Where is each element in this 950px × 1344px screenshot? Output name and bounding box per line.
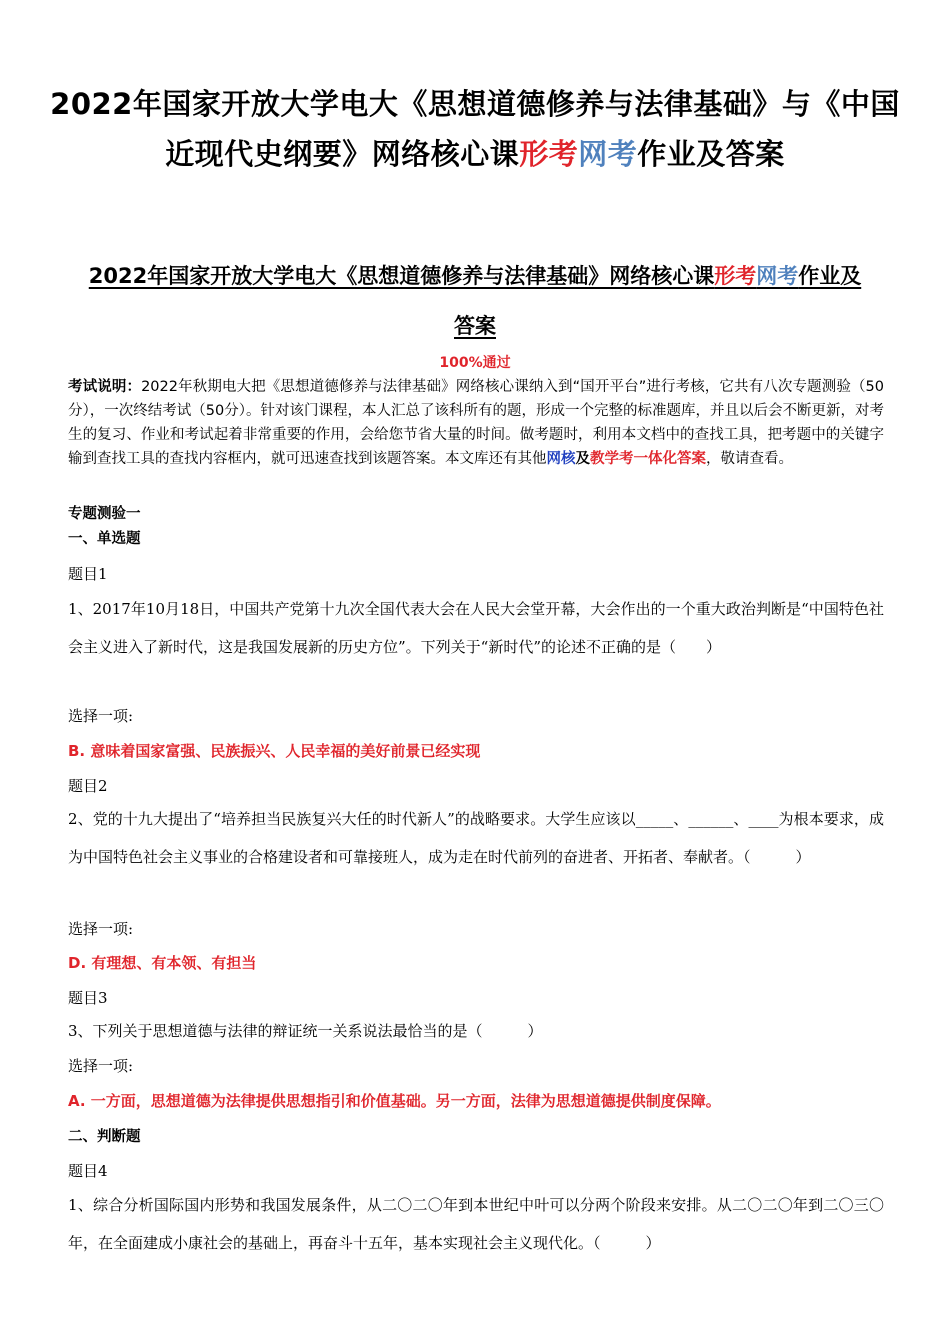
subtitle-text: 2022年国家开放大学电大《思想道德修养与法律基础》网络核心课 [88,264,715,288]
subtitle-line2: 答案 [454,314,496,338]
choose-label-3: 选择一项: [68,1057,134,1075]
question-text-3: 3、下列关于思想道德与法律的辩证统一关系说法最恰当的是（ ） [68,1022,543,1040]
document-title-line2 [40,132,910,176]
part-heading-single-choice: 一、单选题 [68,531,141,547]
question-label-2: 题目2 [68,777,108,795]
question-label-3: 题目3 [68,989,108,1007]
document-title-line1: 2022年国家开放大学电大《思想道德修养与法律基础》与《中国 [50,87,900,121]
subtitle-text-end: 作业及 [798,264,862,288]
title-red-text: 形考 [519,137,579,171]
choose-label-2: 选择一项: [68,920,134,938]
section-heading: 专题测验一 [68,506,141,522]
link-wanghe[interactable]: 网核 [546,451,576,467]
question-label-4: 题目4 [68,1162,108,1180]
question-text-4: 1、综合分析国际国内形势和我国发展条件，从二〇二〇年到本世纪中叶可以分两个阶段来安排。从二〇二〇年到二〇三〇年，在全面建成小康社会的基础上，再奋斗十五年，基本实现社会主义现代化。（ ） [68,1196,884,1252]
part-heading-true-false: 二、判断题 [68,1129,141,1145]
subtitle-line1 [40,260,910,292]
answer-2: D. 有理想、有本领、有担当 [68,954,257,972]
pass-note: 100%通过 [439,355,511,371]
answer-3: A. 一方面，思想道德为法律提供思想指引和价值基础。另一方面，法律为思想道德提供制度保障。 [68,1092,721,1110]
title-text-end: 作业及答案 [637,137,785,171]
choose-label-1: 选择一项: [68,707,134,725]
intro-and: 及 [575,451,590,467]
title-blue-text: 网考 [578,137,638,171]
title-text: 近现代史纲要》网络核心课 [165,137,520,171]
question-text-2: 2、党的十九大提出了“培养担当民族复兴大任的时代新人”的战略要求。大学生应该以_____、______、____为根本要求，成为中国特色社会主义事业的合格建设者和可靠接班人，成为走在时代前列的奋进者、开拓者、奉献者。（ ） [68,810,884,866]
subtitle-blue-text: 网考 [756,264,799,288]
intro-text: 2022年秋期电大把《思想道德修养与法律基础》网络核心课纳入到“国开平台”进行考核，它共有八次专题测验（50分），一次终结考试（50分）。针对该门课程，本人汇总了该科所有的题，形成一个完整的标准题库，并且以后会不断更新，对考生的复习、作业和考试起着非常重要的作用，会给您节省大量的时间。做考题时，利用本文档中的查找工具，把考题中的关键字输到查找工具的查找内容框内，就可迅速查找到该题答案。本文库还有其他 [68,379,885,467]
question-text-1: 1、2017年10月18日，中国共产党第十九次全国代表大会在人民大会堂开幕，大会作出的一个重大政治判断是“中国特色社会主义进入了新时代，这是我国发展新的历史方位”。下列关于“新时代”的论述不正确的是（ ） [68,600,884,656]
question-label-1: 题目1 [68,565,108,583]
exam-intro [68,375,884,471]
subtitle-red-text: 形考 [714,264,757,288]
intro-label: 考试说明： [68,379,142,395]
link-jiaoxuekao[interactable]: 教学考一体化答案 [590,451,706,467]
intro-text-end: ，敬请查看。 [706,451,793,467]
answer-1: B. 意味着国家富强、民族振兴、人民幸福的美好前景已经实现 [68,742,481,760]
